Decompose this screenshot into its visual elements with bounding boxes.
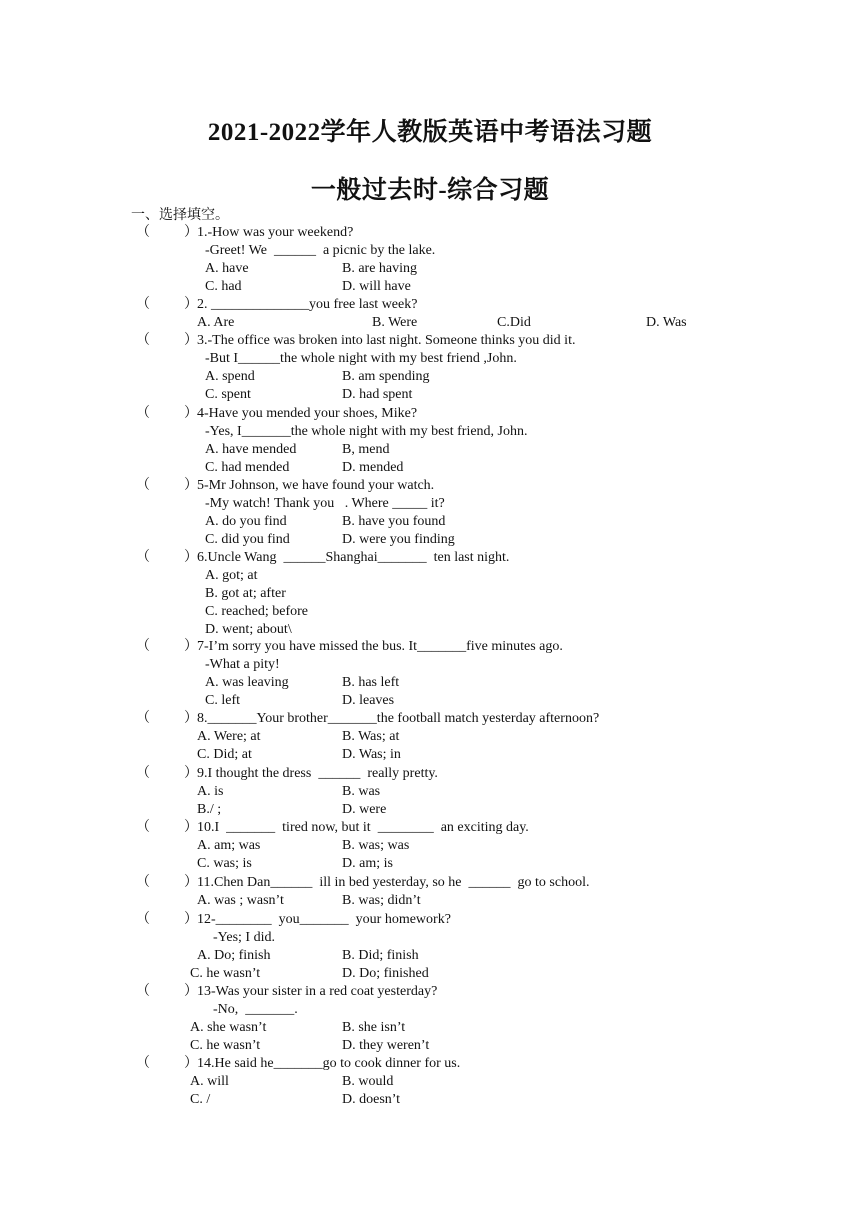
question-stem: 2. ______________you free last week? [197, 297, 418, 312]
question-stem: 13-Was your sister in a red coat yesterday? [197, 984, 438, 999]
option-b-or-d: D. Was; in [342, 747, 401, 762]
option-a-or-c: A. have [205, 261, 249, 276]
option-b-or-d: B. Was; at [342, 729, 400, 744]
answer-paren-open: （ [136, 478, 150, 493]
option-a-or-c: A. have mended [205, 442, 297, 457]
question-stem: 14.He said he_______go to cook dinner for us. [197, 1056, 461, 1071]
answer-paren-open: （ [136, 333, 150, 348]
answer-paren-open: （ [136, 297, 150, 312]
option-a-or-c: C. had [205, 279, 242, 294]
question-stem: 3.-The office was broken into last night. Someone thinks you did it. [197, 333, 576, 348]
option-b-or-d: B. she isn’t [342, 1020, 406, 1035]
answer-paren-open: （ [136, 984, 150, 999]
option-a-or-c: A. do you find [205, 514, 287, 529]
option: A. Are [197, 315, 235, 330]
section-heading: 一、选择填空。 [131, 208, 229, 223]
question-stem: 8._______Your brother_______the football match yesterday afternoon? [197, 711, 600, 726]
option: C. reached; before [205, 604, 308, 619]
answer-paren-close: ） [184, 333, 198, 348]
question-stem: 4-Have you mended your shoes, Mike? [197, 406, 418, 421]
answer-paren-close: ） [184, 406, 198, 421]
option-b-or-d: D. were you finding [342, 532, 455, 547]
answer-paren-close: ） [184, 639, 198, 654]
option-b-or-d: B. has left [342, 675, 400, 690]
question-line: -But I______the whole night with my best friend ,John. [205, 351, 517, 366]
question-line: -No, _______. [213, 1002, 298, 1017]
option-a-or-c: A. Were; at [197, 729, 261, 744]
answer-paren-close: ） [184, 478, 198, 493]
answer-paren-open: （ [136, 1056, 150, 1071]
question-stem: 9.I thought the dress ______ really pretty. [197, 766, 438, 781]
option-b-or-d: D. doesn’t [342, 1092, 401, 1107]
option-b-or-d: D. mended [342, 460, 404, 475]
option: D. Was [646, 315, 687, 330]
option-a-or-c: C. did you find [205, 532, 290, 547]
answer-paren-close: ） [184, 912, 198, 927]
question-stem: 6.Uncle Wang ______Shanghai_______ ten last night. [197, 550, 510, 565]
answer-paren-close: ） [184, 550, 198, 565]
option-b-or-d: D. will have [342, 279, 411, 294]
option-a-or-c: C. left [205, 693, 240, 708]
question-line: -Yes; I did. [213, 930, 275, 945]
option-b-or-d: D. were [342, 802, 387, 817]
option-a-or-c: A. spend [205, 369, 255, 384]
answer-paren-close: ） [184, 225, 198, 240]
option-b-or-d: B. would [342, 1074, 394, 1089]
option-a-or-c: C. Did; at [197, 747, 252, 762]
option-a-or-c: C. had mended [205, 460, 290, 475]
question-stem: 5-Mr Johnson, we have found your watch. [197, 478, 435, 493]
answer-paren-open: （ [136, 875, 150, 890]
option-b-or-d: D. had spent [342, 387, 413, 402]
question-stem: 7-I’m sorry you have missed the bus. It_______five minutes ago. [197, 639, 563, 654]
answer-paren-close: ） [184, 297, 198, 312]
question-line: -What a pity! [205, 657, 280, 672]
question-stem: 11.Chen Dan______ ill in bed yesterday, so he ______ go to school. [197, 875, 590, 890]
option-b-or-d: B. have you found [342, 514, 446, 529]
option-a-or-c: A. she wasn’t [190, 1020, 267, 1035]
option-b-or-d: B. was; didn’t [342, 893, 421, 908]
option-b-or-d: D. am; is [342, 856, 393, 871]
question-stem: 1.-How was your weekend? [197, 225, 354, 240]
option-a-or-c: B./ ; [197, 802, 222, 817]
answer-paren-close: ） [184, 984, 198, 999]
option-b-or-d: B. are having [342, 261, 418, 276]
option-a-or-c: C. spent [205, 387, 251, 402]
option-b-or-d: B. was; was [342, 838, 410, 853]
option-a-or-c: A. will [190, 1074, 229, 1089]
question-line: -Greet! We ______ a picnic by the lake. [205, 243, 436, 258]
answer-paren-close: ） [184, 875, 198, 890]
document-subtitle: 一般过去时-综合习题 [310, 177, 550, 204]
answer-paren-close: ） [184, 820, 198, 835]
option: C.Did [497, 315, 531, 330]
answer-paren-open: （ [136, 406, 150, 421]
option: B. got at; after [205, 586, 286, 601]
answer-paren-close: ） [184, 766, 198, 781]
option-a-or-c: C. he wasn’t [190, 1038, 261, 1053]
question-line: -My watch! Thank you . Where _____ it? [205, 496, 445, 511]
answer-paren-open: （ [136, 639, 150, 654]
option-a-or-c: A. was leaving [205, 675, 289, 690]
option-a-or-c: C. he wasn’t [190, 966, 261, 981]
option-a-or-c: C. was; is [197, 856, 252, 871]
answer-paren-open: （ [136, 820, 150, 835]
option-b-or-d: B, mend [342, 442, 390, 457]
answer-paren-close: ） [184, 1056, 198, 1071]
option-b-or-d: B. Did; finish [342, 948, 419, 963]
option: D. went; about\ [205, 622, 292, 637]
answer-paren-open: （ [136, 766, 150, 781]
option: B. Were [372, 315, 418, 330]
document-title: 2021-2022学年人教版英语中考语法习题 [207, 119, 653, 146]
answer-paren-open: （ [136, 912, 150, 927]
option: A. got; at [205, 568, 258, 583]
answer-paren-open: （ [136, 711, 150, 726]
option-b-or-d: B. am spending [342, 369, 430, 384]
option-b-or-d: D. leaves [342, 693, 395, 708]
question-stem: 10.I _______ tired now, but it ________ an exciting day. [197, 820, 529, 835]
answer-paren-open: （ [136, 550, 150, 565]
question-stem: 12-________ you_______ your homework? [197, 912, 451, 927]
answer-paren-close: ） [184, 711, 198, 726]
option-a-or-c: C. / [190, 1092, 211, 1107]
option-a-or-c: A. am; was [197, 838, 261, 853]
option-a-or-c: A. was ; wasn’t [197, 893, 284, 908]
answer-paren-open: （ [136, 225, 150, 240]
option-b-or-d: D. Do; finished [342, 966, 429, 981]
option-a-or-c: A. is [197, 784, 224, 799]
question-line: -Yes, I_______the whole night with my best friend, John. [205, 424, 528, 439]
option-b-or-d: D. they weren’t [342, 1038, 430, 1053]
option-b-or-d: B. was [342, 784, 381, 799]
option-a-or-c: A. Do; finish [197, 948, 271, 963]
